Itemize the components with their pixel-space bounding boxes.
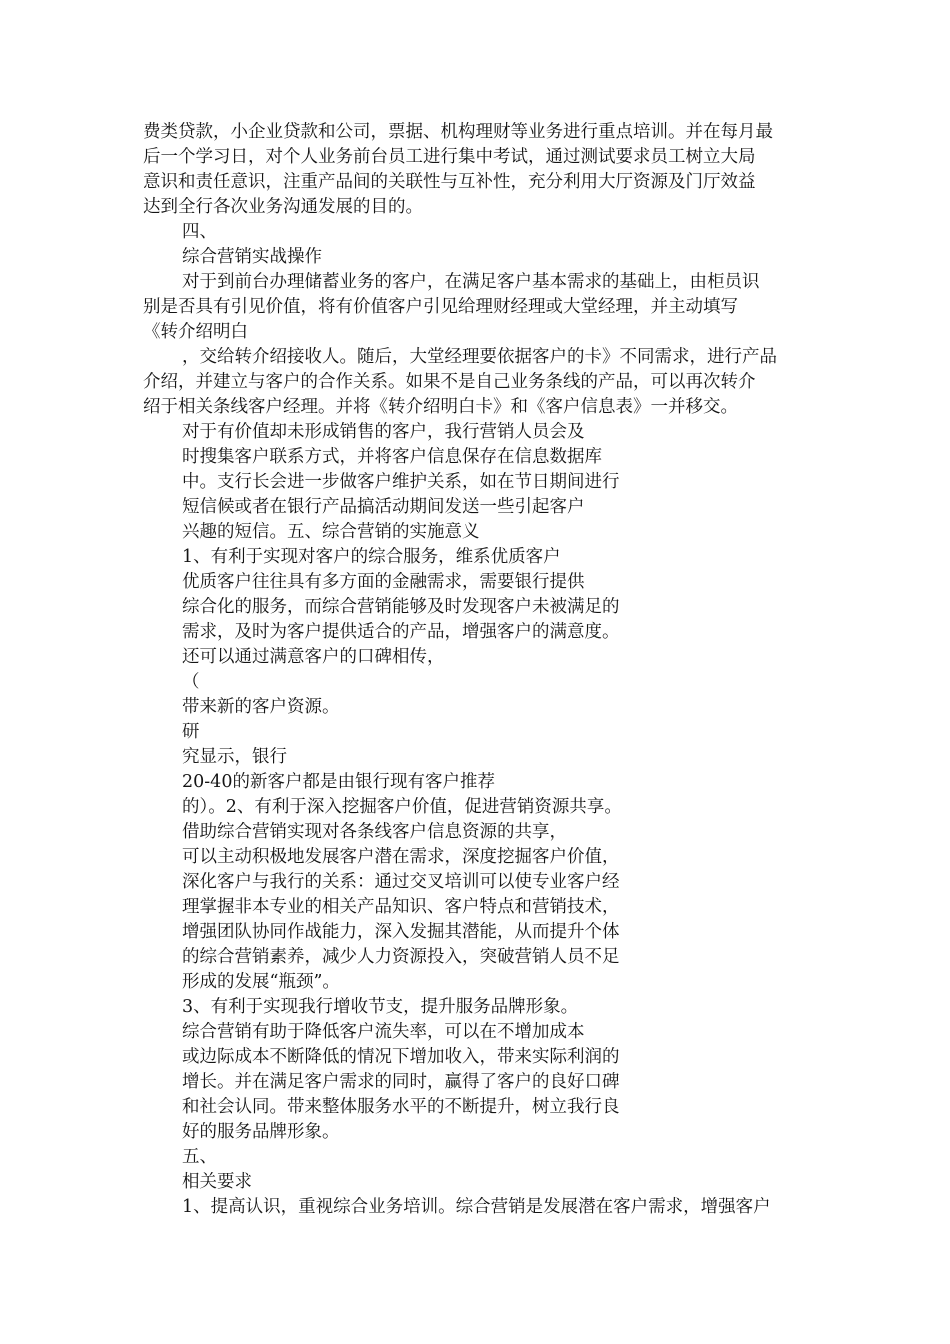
- section-number: 四、: [182, 222, 217, 242]
- text-line: 可以主动积极地发展客户潜在需求，深度挖掘客户价值，: [182, 847, 620, 867]
- text-line: 达到全行各次业务沟通发展的目的。: [143, 197, 423, 217]
- text-line: （: [182, 672, 200, 692]
- text-line: 增长。并在满足客户需求的同时，赢得了客户的良好口碑: [182, 1072, 620, 1092]
- text-line: 综合化的服务，而综合营销能够及时发现客户未被满足的: [182, 597, 620, 617]
- text-line: 绍于相关条线客户经理。并将《转介绍明白卡》和《客户信息表》一并移交。: [143, 397, 738, 417]
- text-line: 还可以通过满意客户的口碑相传，: [182, 647, 445, 667]
- text-line: 形成的发展“瓶颈”。: [182, 972, 340, 992]
- text-line: 时搜集客户联系方式，并将客户信息保存在信息数据库: [182, 447, 602, 467]
- text-line: 费类贷款，小企业贷款和公司，票据、机构理财等业务进行重点培训。并在每月最: [143, 122, 773, 142]
- text-line: 别是否具有引见价值，将有价值客户引见给理财经理或大堂经理，并主动填写: [143, 297, 738, 317]
- text-line: 的）。2、有利于深入挖掘客户价值，促进营销资源共享。: [182, 797, 622, 817]
- text-line: 对于到前台办理储蓄业务的客户，在满足客户基本需求的基础上，由柜员识: [182, 272, 760, 292]
- text-line: 后一个学习日，对个人业务前台员工进行集中考试，通过测试要求员工树立大局: [143, 147, 756, 167]
- text-line: 优质客户往往具有多方面的金融需求，需要银行提供: [182, 572, 585, 592]
- section-heading: 相关要求: [182, 1172, 252, 1192]
- text-line: 1、有利于实现对客户的综合服务，维系优质客户: [182, 547, 561, 567]
- text-line: 对于有价值却未形成销售的客户，我行营销人员会及: [182, 422, 585, 442]
- text-line: 或边际成本不断降低的情况下增加收入，带来实际利润的: [182, 1047, 620, 1067]
- text-line: 兴趣的短信。五、综合营销的实施意义: [182, 522, 480, 542]
- text-line: 介绍，并建立与客户的合作关系。如果不是自己业务条线的产品，可以再次转介: [143, 372, 756, 392]
- text-line: 3、有利于实现我行增收节支，提升服务品牌形象。: [182, 997, 579, 1017]
- text-line: 研: [182, 722, 200, 742]
- text-line: 需求，及时为客户提供适合的产品，增强客户的满意度。: [182, 622, 620, 642]
- text-line: 好的服务品牌形象。: [182, 1122, 340, 1142]
- text-line: ，交给转介绍接收人。随后，大堂经理要依据客户的卡》不同需求，进行产品: [182, 347, 777, 367]
- text-line: 1、提高认识，重视综合业务培训。综合营销是发展潜在客户需求，增强客户: [182, 1197, 771, 1217]
- text-line: 借助综合营销实现对各条线客户信息资源的共享，: [182, 822, 567, 842]
- text-line: 究显示，银行: [182, 747, 287, 767]
- text-line: 的综合营销素养，减少人力资源投入，突破营销人员不足: [182, 947, 620, 967]
- text-line: 深化客户与我行的关系：通过交叉培训可以使专业客户经: [182, 872, 620, 892]
- text-line: 《转介绍明白: [143, 322, 248, 342]
- text-line: 带来新的客户资源。: [182, 697, 340, 717]
- text-line: 综合营销有助于降低客户流失率，可以在不增加成本: [182, 1022, 585, 1042]
- text-line: 意识和责任意识，注重产品间的关联性与互补性，充分利用大厅资源及门厅效益: [143, 172, 756, 192]
- text-line: 增强团队协同作战能力，深入发掘其潜能，从而提升个体: [182, 922, 620, 942]
- text-line: 短信候或者在银行产品搞活动期间发送一些引起客户: [182, 497, 585, 517]
- section-number: 五、: [182, 1147, 217, 1167]
- section-heading: 综合营销实战操作: [182, 247, 322, 267]
- text-line: 和社会认同。带来整体服务水平的不断提升，树立我行良: [182, 1097, 620, 1117]
- text-line: 20-40的新客户都是由银行现有客户推荐: [182, 772, 495, 792]
- text-line: 理掌握非本专业的相关产品知识、客户特点和营销技术，: [182, 897, 620, 917]
- text-line: 中。支行长会进一步做客户维护关系，如在节日期间进行: [182, 472, 620, 492]
